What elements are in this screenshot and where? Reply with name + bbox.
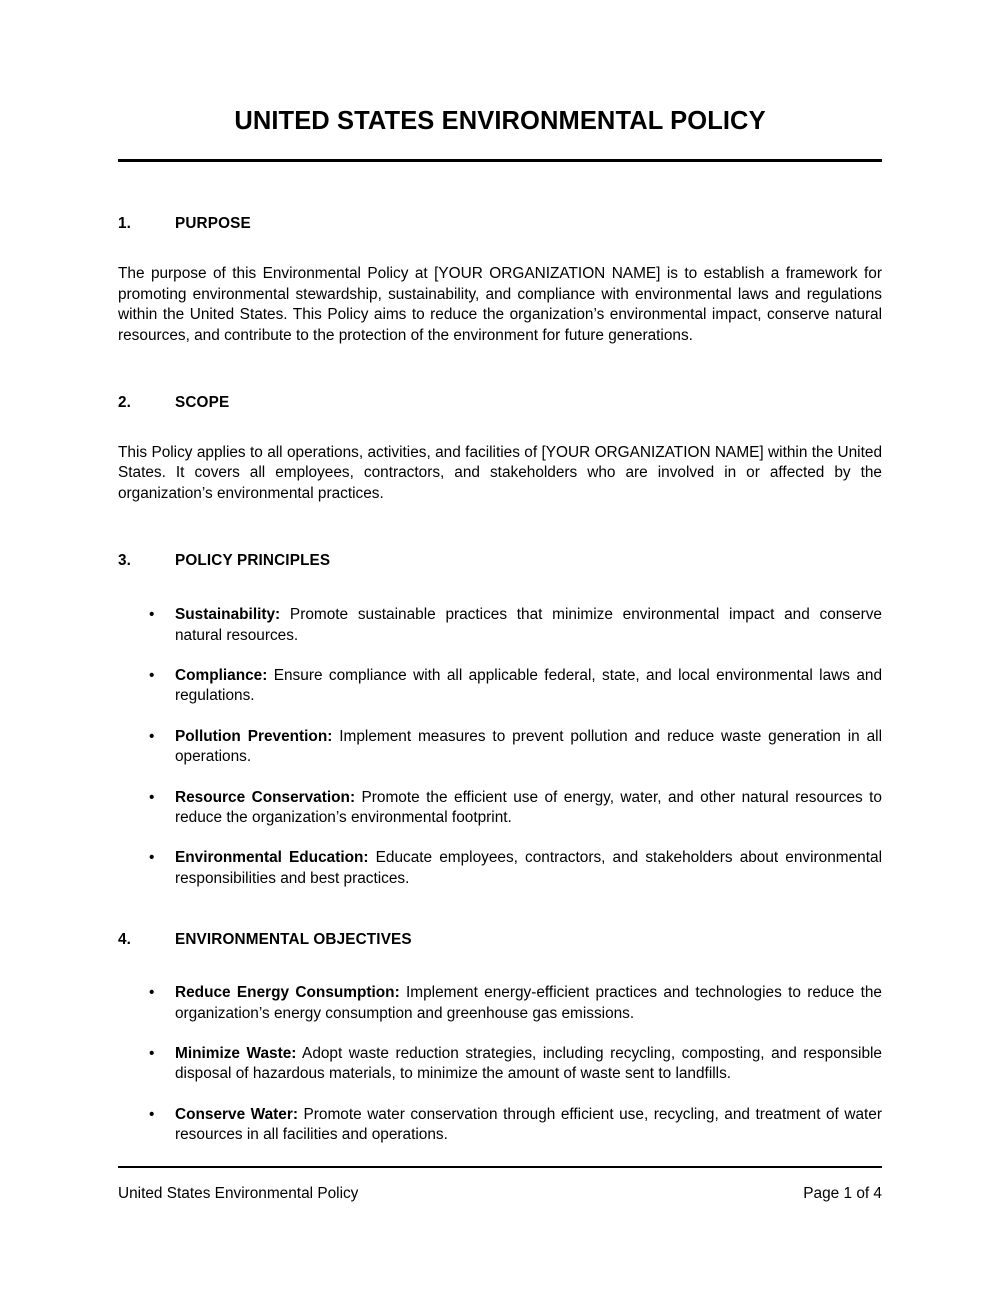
section-heading-policy-principles [118, 551, 882, 571]
bullet-icon: • [149, 666, 155, 684]
list-item-term: Compliance: [175, 666, 268, 684]
section-heading-environmental-objectives [118, 930, 882, 950]
footer-document-name: United States Environmental Policy [118, 1185, 359, 1202]
list-item-term: Minimize Waste: [175, 1045, 297, 1063]
bullet-icon: • [149, 849, 155, 867]
list-item [118, 666, 882, 707]
list-item-text: Promote water conservation through efficient use, recycling, and treatment of water resources in all facilities and operations. [175, 1105, 882, 1144]
list-item-text: Promote sustainable practices that minimize environmental impact and conserve natural resources. [175, 606, 882, 644]
bullet-icon: • [149, 1045, 155, 1063]
list-item-text: Implement energy-efficient practices and technologies to reduce the organization’s energy consumption and greenhouse gas emissions. [175, 984, 882, 1022]
list-item-text: Educate employees, contractors, and stakeholders about environmental responsibilities and best practices. [175, 849, 882, 887]
document-body [118, 0, 882, 1146]
page-title: UNITED STATES ENVIRONMENTAL POLICY [234, 107, 766, 135]
list-item-text: Ensure compliance with all applicable federal, state, and local environmental laws and regulations. [175, 666, 882, 705]
section-number: 3. [118, 552, 132, 570]
section-title: SCOPE [175, 393, 230, 411]
environmental-objectives-list [118, 983, 882, 1145]
list-item-text: Adopt waste reduction strategies, including recycling, composting, and responsible disposal of hazardous materials, to minimize the amount of waste sent to landfills. [175, 1045, 882, 1083]
page-footer [118, 1166, 882, 1204]
list-item [118, 848, 882, 889]
section-heading-purpose [118, 214, 882, 234]
footer-divider [118, 1166, 882, 1168]
section-number: 2. [118, 393, 132, 411]
bullet-icon: • [149, 984, 155, 1002]
list-item [118, 983, 882, 1024]
bullet-icon: • [149, 788, 155, 806]
list-item-term: Environmental Education: [175, 849, 369, 867]
list-item-term: Pollution Prevention: [175, 727, 333, 745]
footer-row [118, 1184, 882, 1204]
bullet-icon: • [149, 727, 155, 745]
section-number: 4. [118, 931, 132, 949]
section-body-scope: This Policy applies to all operations, activities, and facilities of [YOUR ORGANIZATION NAME] within the United States. It covers all employees, contractors, and stakeholders who are involved in or affected by the organization’s environmental practices. [118, 443, 882, 502]
section-title: ENVIRONMENTAL OBJECTIVES [175, 931, 412, 949]
list-item [118, 1044, 882, 1085]
list-item-term: Conserve Water: [175, 1105, 298, 1123]
policy-principles-list [118, 605, 882, 889]
list-item [118, 727, 882, 768]
list-item-term: Resource Conservation: [175, 788, 356, 806]
section-body-purpose: The purpose of this Environmental Policy at [YOUR ORGANIZATION NAME] is to establish a framework for promoting environmental stewardship, sustainability, and compliance with environmental laws and regulations within the United States. This Policy aims to reduce the organization’s environmental impact, conserve natural resources, and contribute to the protection of the environment for future generations. [118, 265, 882, 344]
list-item-text: Promote the efficient use of energy, water, and other natural resources to reduce the organization’s environmental footprint. [175, 788, 882, 826]
section-title: POLICY PRINCIPLES [175, 552, 331, 570]
section-number: 1. [118, 215, 132, 233]
list-item-term: Reduce Energy Consumption: [175, 984, 400, 1002]
list-item-term: Sustainability: [175, 606, 281, 624]
bullet-icon: • [149, 606, 155, 624]
section-heading-scope [118, 393, 882, 413]
bullet-icon: • [149, 1105, 155, 1123]
title-divider [118, 159, 882, 162]
footer-page-number: Page 1 of 4 [803, 1185, 882, 1202]
list-item [118, 605, 882, 646]
list-item-text: Implement measures to prevent pollution and reduce waste generation in all operations. [175, 727, 882, 766]
list-item [118, 1105, 882, 1146]
section-title: PURPOSE [175, 215, 251, 233]
list-item [118, 788, 882, 829]
